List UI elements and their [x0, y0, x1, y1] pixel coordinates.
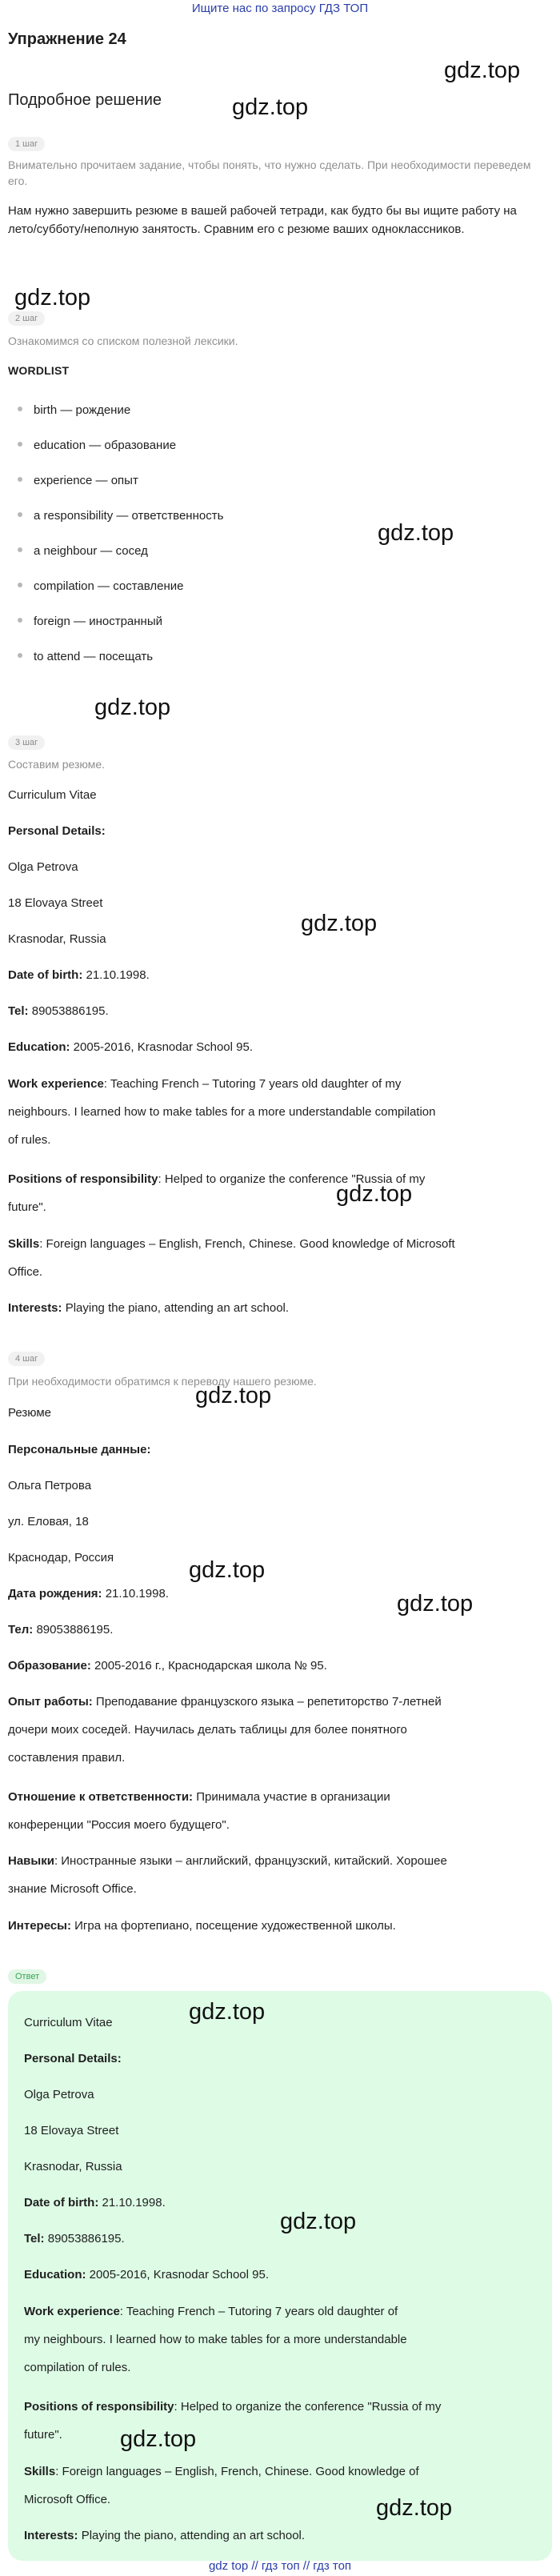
cv-dob: Date of birth: 21.10.1998. [8, 968, 150, 982]
answer-dob: Date of birth: 21.10.1998. [24, 2196, 166, 2209]
cv-tel: Tel: 89053886195. [8, 1004, 109, 1018]
cv-name: Ольга Петрова [8, 1479, 92, 1492]
cv-skills: Навыки: Иностранные языки – английский, французский, китайский. Хорошее знание Microsoft Office. [8, 1854, 447, 1896]
answer-responsibility: Positions of responsibility: Helped to organize the conference "Russia of my future". [24, 2400, 442, 2442]
wordlist-item: experience — опыт [18, 474, 138, 487]
cv-dob: Дата рождения: 21.10.1998. [8, 1587, 169, 1600]
answer-tel: Tel: 89053886195. [24, 2232, 125, 2245]
watermark: gdz.top [280, 2209, 357, 2234]
bullet-icon [18, 653, 22, 658]
footer-link[interactable]: gdz top [208, 2559, 249, 2573]
watermark: gdz.top [376, 2495, 453, 2521]
answer-city: Krasnodar, Russia [24, 2160, 122, 2173]
step-badge: 2 шаг [8, 311, 45, 326]
wordlist-item: birth — рождение [18, 403, 130, 417]
cv-city: Краснодар, Россия [8, 1551, 114, 1564]
wordlist-item: a responsibility — ответственность [18, 509, 223, 523]
watermark: gdz.top [444, 58, 521, 83]
watermark: gdz.top [336, 1181, 413, 1207]
cv-responsibility: Отношение к ответственности: Принимала участие в организации конференции "Россия моего будущего". [8, 1790, 390, 1832]
step-badge: 3 шаг [8, 735, 45, 750]
cv-work: Опыт работы: Преподавание французского языка – репетиторство 7-летней дочери моих соседей. Научилась делать таблицы для более понятного составления правил. [8, 1695, 442, 1765]
watermark: gdz.top [189, 1557, 266, 1583]
cv-responsibility: Positions of responsibility: Helped to organize the conference "Russia of my future". [8, 1172, 426, 1214]
footer-separator: // [299, 2559, 314, 2573]
cv-title: Резюме [8, 1406, 51, 1420]
watermark: gdz.top [120, 2426, 197, 2452]
step-badge: 1 шаг [8, 137, 45, 151]
answer-name: Olga Petrova [24, 2088, 94, 2101]
step-hint: При необходимости обратимся к переводу нашего резюме. [8, 1375, 317, 1388]
cv-name: Olga Petrova [8, 860, 78, 874]
wordlist-item: foreign — иностранный [18, 615, 162, 628]
answer-street: 18 Elovaya Street [24, 2124, 119, 2137]
bullet-icon [18, 442, 22, 447]
cv-title: Curriculum Vitae [8, 788, 97, 802]
step-text: Нам нужно завершить резюме в вашей рабочей тетради, как будто бы вы ищите работу на лето/субботу/неполную занятость. Сравним его с резюме ваших одноклассников. [8, 204, 517, 236]
wordlist-item: education — образование [18, 439, 176, 452]
solution-heading: Подробное решение [8, 91, 162, 109]
bullet-icon [18, 618, 22, 623]
wordlist-item: compilation — составление [18, 579, 184, 593]
cv-work: Work experience: Teaching French – Tutoring 7 years old daughter of my neighbours. I learned how to make tables for a more understandable compilation of rules. [8, 1077, 436, 1147]
answer-skills: Skills: Foreign languages – English, French, Chinese. Good knowledge of Microsoft Office. [24, 2465, 419, 2506]
watermark: gdz.top [189, 1999, 266, 2025]
top-banner[interactable]: Ищите нас по запросу ГДЗ ТОП [191, 2, 369, 15]
watermark: gdz.top [195, 1383, 272, 1408]
answer-title: Curriculum Vitae [24, 2016, 113, 2029]
bullet-icon [18, 407, 22, 411]
watermark: gdz.top [397, 1591, 474, 1617]
wordlist-item: a neighbour — сосед [18, 544, 148, 558]
bullet-icon [18, 477, 22, 482]
bullet-icon [18, 547, 22, 552]
cv-skills: Skills: Foreign languages – English, French, Chinese. Good knowledge of Microsoft Office. [8, 1237, 455, 1279]
step-hint: Ознакомимся со списком полезной лексики. [8, 335, 238, 347]
watermark: gdz.top [232, 94, 309, 120]
watermark: gdz.top [301, 911, 378, 936]
answer-personal-label: Personal Details: [24, 2052, 122, 2065]
answer-work: Work experience: Teaching French – Tutoring 7 years old daughter of my neighbours. I learned how to make tables for a more understandable compilation of rules. [24, 2305, 407, 2374]
page-title: Упражнение 24 [8, 30, 126, 48]
footer-links [0, 2558, 560, 2575]
footer-separator: // [248, 2559, 262, 2573]
cv-interests: Interests: Playing the piano, attending an art school. [8, 1301, 290, 1315]
watermark: gdz.top [94, 695, 171, 720]
footer-link[interactable]: гдз топ [313, 2559, 352, 2573]
watermark: gdz.top [378, 520, 454, 546]
cv-education: Education: 2005-2016, Krasnodar School 95. [8, 1040, 253, 1054]
footer-link[interactable]: гдз топ [261, 2559, 300, 2573]
answer-education: Education: 2005-2016, Krasnodar School 95. [24, 2268, 269, 2282]
answer-badge: Ответ [8, 1969, 46, 1984]
wordlist-title: WORDLIST [8, 364, 70, 377]
step-hint: Внимательно прочитаем задание, чтобы понять, что нужно сделать. При необходимости переведем его. [8, 158, 531, 187]
cv-personal-label: Personal Details: [8, 824, 106, 838]
cv-personal-label: Персональные данные: [8, 1443, 151, 1456]
step-hint: Составим резюме. [8, 758, 106, 771]
cv-street: 18 Elovaya Street [8, 896, 103, 910]
bullet-icon [18, 583, 22, 587]
cv-street: ул. Еловая, 18 [8, 1515, 89, 1528]
cv-tel: Тел: 89053886195. [8, 1623, 114, 1637]
cv-interests: Интересы: Игра на фортепиано, посещение художественной школы. [8, 1919, 396, 1933]
wordlist-item: to attend — посещать [18, 650, 153, 663]
step-badge: 4 шаг [8, 1352, 45, 1366]
cv-city: Krasnodar, Russia [8, 932, 106, 946]
answer-interests: Interests: Playing the piano, attending an art school. [24, 2529, 306, 2542]
cv-education: Образование: 2005-2016 г., Краснодарская школа № 95. [8, 1659, 327, 1673]
bullet-icon [18, 512, 22, 517]
watermark: gdz.top [14, 285, 91, 310]
